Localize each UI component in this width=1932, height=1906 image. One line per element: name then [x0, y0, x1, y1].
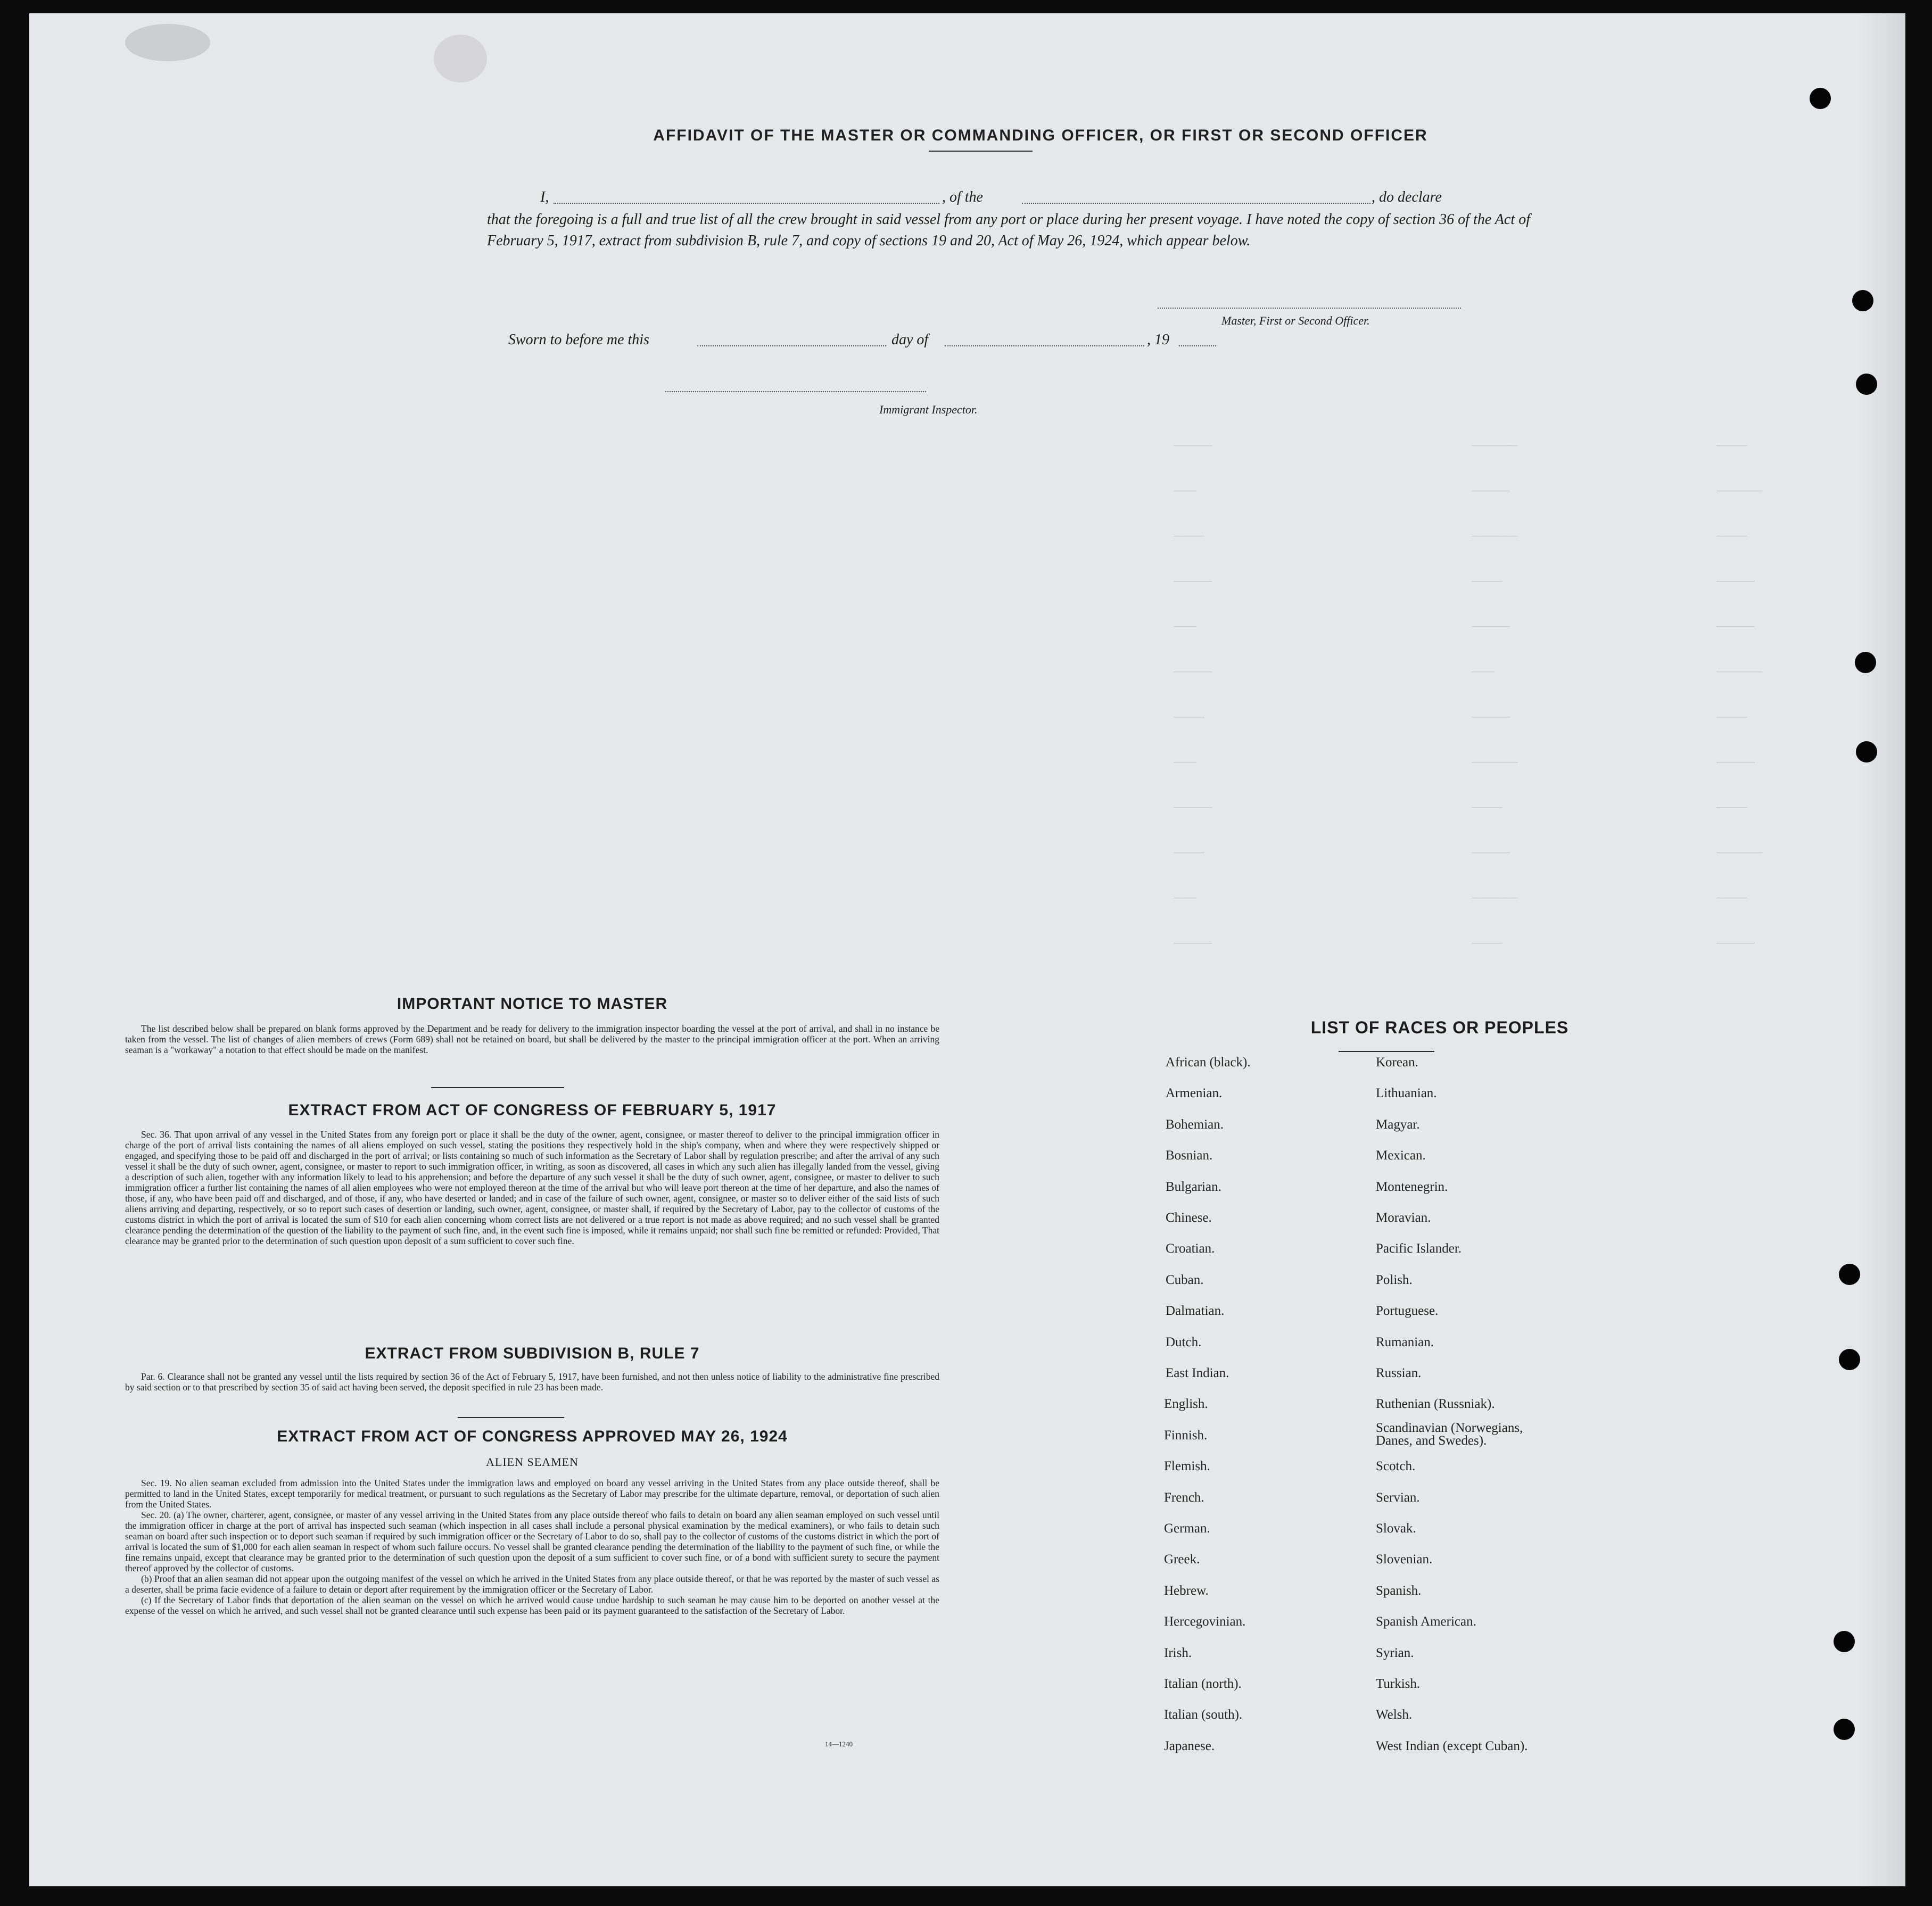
race-item: Scotch. [1376, 1459, 1416, 1474]
race-item: Italian (north). [1164, 1677, 1242, 1691]
race-item: East Indian. [1166, 1366, 1229, 1380]
punch-hole [1834, 1719, 1855, 1740]
punch-hole [1852, 290, 1873, 311]
inspector-label: Immigrant Inspector. [879, 403, 978, 416]
race-item: Croatian. [1166, 1241, 1215, 1256]
race-item: Bohemian. [1166, 1117, 1224, 1132]
race-item: Russian. [1376, 1366, 1422, 1380]
race-item: Syrian. [1376, 1645, 1414, 1660]
race-item: Chinese. [1166, 1211, 1212, 1225]
extract-rule7-body [125, 1371, 939, 1393]
affidavit-i-label: I, [540, 189, 549, 205]
notice-title: IMPORTANT NOTICE TO MASTER [397, 995, 668, 1013]
race-item: Japanese. [1164, 1738, 1215, 1753]
section-divider [458, 1417, 564, 1418]
notice-paragraph: The list described below shall be prepared on blank forms approved by the Department and be ready for delivery to the immigration inspector boarding the vessel at the port of arrival, and shall in no instance be taken from the vessel. The list of changes of alien members of crews (Form 689) shall not be retained on board, but shall be delivered by the master to the principal immigration officer at the port. When an arriving seaman is a "workaway" a notation to that effect should be made on the manifest. [125, 1023, 939, 1055]
sec19-paragraph: Sec. 19. No alien seaman excluded from admission into the United States under the immigration laws and employed on board any vessel arriving in the United States from any place outside thereof, shall be permitted to land in the United States, except temporarily for medical treatment, or pursuant to such regulations as the Secretary of Labor may prescribe for the ultimate departure, removal, or deportation of such alien from the United States. [125, 1478, 939, 1510]
extract-1924-body [125, 1478, 939, 1616]
punch-hole [1839, 1349, 1860, 1370]
sworn-year-blank[interactable] [1179, 345, 1216, 346]
race-item: Spanish American. [1376, 1614, 1476, 1629]
race-item: Hercegovinian. [1164, 1614, 1246, 1629]
races-title: LIST OF RACES OR PEOPLES [1310, 1018, 1569, 1037]
race-item: Korean. [1376, 1055, 1418, 1070]
race-item: Greek. [1164, 1552, 1200, 1567]
race-item: Bulgarian. [1166, 1179, 1221, 1194]
race-item: Lithuanian. [1376, 1086, 1437, 1101]
race-item: Irish. [1164, 1645, 1192, 1660]
race-item: Moravian. [1376, 1211, 1431, 1225]
race-item: Cuban. [1166, 1272, 1204, 1287]
race-item: Rumanian. [1376, 1335, 1434, 1349]
race-item: Servian. [1376, 1490, 1420, 1505]
race-item: Magyar. [1376, 1117, 1420, 1132]
race-item: Portuguese. [1376, 1304, 1439, 1319]
race-item: Montenegrin. [1376, 1179, 1448, 1194]
sec20a-paragraph: Sec. 20. (a) The owner, charterer, agent, consignee, or master of any vessel arriving in the United States from any place outside thereof who fails to detain on board any alien seaman employed on such vessel until the immigration officer in charge at the port of arrival has inspected such seaman (which inspection in all cases shall include a personal physical examination by the medical examiners), or who fails to detain such seaman on board after such inspection or to deport such seaman if required by such immigration officer or the Secretary of Labor to do so, shall pay to the collector of customs of the customs district in which the port of arrival is located the sum of $1,000 for each alien seaman in respect of whom such failure occurs. No vessel shall be granted clearance pending the determination of the liability to the payment of such fine, or while the fine remains unpaid, except that clearance may be granted prior to the determination of such question upon the deposit of a sum sufficient to cover such fine, or of a bond with sufficient surety to secure the payment thereof approved by the collector of customs. [125, 1510, 939, 1573]
extract-1917-title: EXTRACT FROM ACT OF CONGRESS OF FEBRUARY 5, 1917 [288, 1101, 777, 1119]
extract-1917-body [125, 1129, 939, 1246]
title-underline [929, 151, 1033, 152]
inspector-signature-line[interactable] [665, 391, 926, 392]
race-item: Italian (south). [1164, 1708, 1243, 1722]
race-item: Spanish. [1376, 1583, 1422, 1598]
punch-hole [1839, 1264, 1860, 1285]
sec20b-paragraph: (b) Proof that an alien seaman did not appear upon the outgoing manifest of the vessel on which he arrived in the United States from any place outside thereof, or that he was reported by the master of such vessel as a deserter, shall be prima facie evidence of a failure to detain or deport after requirement by the immigration officer or the Secretary of Labor. [125, 1573, 939, 1595]
race-item: Finnish. [1164, 1428, 1208, 1443]
race-item: German. [1164, 1521, 1210, 1536]
sec36-paragraph: Sec. 36. That upon arrival of any vessel in the United States from any foreign port or place it shall be the duty of the owner, agent, consignee, or master thereof to deliver to the principal immigration officer in charge of the port of arrival lists containing the names of all aliens employed on such vessel, stating the positions they respectively hold in the ship's company, when and where they were respectively shipped or engaged, and specifying those to be paid off and discharged in the port of arrival; or lists containing so much of such information as the Secretary of Labor shall by regulation prescribe; and after the arrival of any such vessel it shall be the duty of such owner, agent, consignee, or master to report to such immigration officer, in writing, as soon as discovered, all cases in which any such alien has illegally landed from the vessel, giving a description of such alien, together with any information likely to lead to his apprehension; and before the departure of any such vessel it shall be the duty of such owner, agent, consignee, or master to deliver to such immigration officer a further list containing the names of all alien employees who were not employed thereon at the time of the arrival but who will leave port thereon at the time of her departure, and also the names of those, if any, who have been paid off and discharged, and of those, if any, who have deserted or landed; and in case of the failure of such owner, agent, consignee, or master so to deliver either of the said lists of such aliens arriving and departing, respectively, or so to report such cases of desertion or landing, such owner, agent, consignee, or master shall, if required by the Secretary of Labor, pay to the collector of customs of the customs district in which the port of arrival is located the sum of $10 for each alien concerning whom correct lists are not delivered or a true report is not made as above required; and no such vessel shall be granted clearance pending the determination of the question of the liability to the payment of such fine, and, in the event such fine is imposed, while it remains unpaid; nor shall such fine be remitted or refunded: Provided, That clearance may be granted prior to the determination of such question upon deposit of a sum sufficient to cover such fine. [125, 1129, 939, 1246]
sworn-label: Sworn to before me this [508, 332, 649, 348]
vessel-blank[interactable] [1022, 203, 1370, 204]
race-item: Turkish. [1376, 1677, 1421, 1691]
paper-stain [125, 24, 210, 61]
extract-rule7-title: EXTRACT FROM SUBDIVISION B, RULE 7 [365, 1345, 700, 1362]
alien-seamen-subtitle: ALIEN SEAMEN [486, 1455, 579, 1469]
race-item: Mexican. [1376, 1148, 1426, 1163]
punch-hole [1856, 741, 1877, 763]
race-item: Welsh. [1376, 1708, 1413, 1722]
affidavit-of-the-label: , of the [942, 189, 983, 205]
sworn-line [508, 332, 1307, 353]
affidavit-body: that the foregoing is a full and true list of all the crew brought in said vessel from any port or place during her present voyage. I have noted the copy of section 36 of the Act of February 5, 1917, extract from subdivision B, rule 7, and copy of sections 19 and 20, Act of May 26, 1924, which appear below. [487, 211, 1530, 249]
punch-hole [1810, 88, 1831, 109]
race-item: Pacific Islander. [1376, 1241, 1462, 1256]
name-blank[interactable] [554, 203, 939, 204]
year-prefix-label: , 19 [1147, 332, 1169, 348]
sec20c-paragraph: (c) If the Secretary of Labor finds that deportation of the alien seaman on the vessel on which he arrived would cause undue hardship to such seaman he may cause him to be deported on another vessel at the expense of the vessel on which he arrived, and such vessel shall not be granted clearance until such expense has been paid or its payment guaranteed to the satisfaction of the Secretary of Labor. [125, 1595, 939, 1616]
section-divider [431, 1087, 564, 1088]
punch-hole [1834, 1631, 1855, 1652]
race-item: Ruthenian (Russniak). [1376, 1397, 1495, 1412]
affidavit-do-declare-label: , do declare [1372, 189, 1442, 205]
race-item: Slovak. [1376, 1521, 1416, 1536]
punch-hole [1855, 652, 1876, 673]
par6-paragraph: Par. 6. Clearance shall not be granted any vessel until the lists required by section 36 of the Act of February 5, 1917, have been furnished, and not then unless notice of liability to the administrative fine prescribed by said section or to that prescribed by section 35 of said act having been served, the deposit specified in rule 23 has been made. [125, 1371, 939, 1393]
signature-line[interactable] [1158, 308, 1461, 309]
race-item: Scandinavian (Norwegians, Danes, and Swedes). [1376, 1420, 1523, 1448]
race-item: French. [1164, 1490, 1204, 1505]
sworn-month-blank[interactable] [945, 345, 1144, 346]
manifest-page: ————— —————— ———— ——— ————— —————— ———— —————— ———— ————— ———— ————— ——— ————— ————— ————— ——— —————— ———— ————— ———— ——— —————— ————— ————— ———— ———— ———— ————— —————— ——— —————— ———— ————— ———— ————— AFFIDAVIT OF THE MASTER OR COMMANDING OFFICER, OR FIRST OR SECOND OFFICER I, , of the , do declare that the foregoing is a full and true list of all the crew brought in said vessel from any port or place during her present voyage. I have noted the copy of section 36 of the Act of February 5, 1917, extract from subdivision B, rule 7, and copy of sections 19 and 20, Act of May 26, 1924, which appear below. Master, First or Second Officer. Sworn to before me this day of , 19 Immigrant Inspector. IMPORTANT NOTICE TO MASTER The list described below shall be prepared on blank forms approved by the Department and be ready for delivery to the immigration inspector boarding the vessel at the port of arrival, and shall in no instance be taken from the vessel. The list of changes of alien members of crews (Form 689) shall not be retained on board, but shall be delivered by the master to the principal immigration officer at the port. When an arriving seaman is a "workaway" a notation to that effect should be made on the manifest. EXTRACT FROM ACT OF CONGRESS OF FEBRUARY 5, 1917 Sec. 36. That upon arrival of any vessel in the United States from any foreign port or place it shall be the duty of the owner, agent, consignee, or master thereof to deliver to the principal immigration officer in charge of the port of arrival lists containing the names of all aliens employed on such vessel, stating the positions they respectively hold in the ship's company, when and where they were respectively shipped or engaged, and specifying those to be paid off and discharged in the port of arrival; or lists containing so much of such information as the Secretary of Labor shall by regulation prescribe; and after the arrival of any such vessel it shall be the duty of such owner, agent, consignee, or master to report to such immigration officer, in writing, as soon as discovered, all cases in which any such alien has illegally landed from the vessel, giving a description of such alien, together with any information likely to lead to his apprehension; and before the departure of any such vessel it shall be the duty of such owner, agent, consignee, or master to deliver to such immigration officer a further list containing the names of all alien employees who were not employed thereon at the time of the arrival but who will leave port thereon at the time of her departure, and also the names of those, if any, who have been paid off and discharged, and of those, if any, who have deserted or landed; and in case of the failure of such owner, agent, consignee, or master so to deliver either of the said lists of such aliens arriving and departing, respectively, or so to report such cases of desertion or landing, such owner, agent, consignee, or master shall, if required by the Secretary of Labor, pay to the collector of customs of the customs district in which the port of arrival is located the sum of $10 for each alien concerning whom correct lists are not delivered or a true report is not made as above required; and no such vessel shall be granted clearance pending the determination of the question of the liability to the payment of such fine, and, in the event such fine is imposed, while it remains unpaid; nor shall such fine be remitted or refunded: Provided, That clearance may be granted prior to the determination of such question upon deposit of a sum sufficient to cover such fine. EXTRACT FROM SUBDIVISION B, RULE 7 Par. 6. Clearance shall not be granted any vessel until the lists required by section 36 of the Act of February 5, 1917, have been furnished, and not then unless notice of liability to the administrative fine prescribed by said section or to that prescribed by section 35 of said act having been served, the deposit specified in rule 23 has been made. EXTRACT FROM ACT OF CONGRESS APPROVED MAY 26, 1924 ALIEN SEAMEN Sec. 19. No alien seaman excluded from admission into the United States under the immigration laws and employed on board any vessel arriving in the United States from any place outside thereof, shall be permitted to land in the United States, except temporarily for medical treatment, or pursuant to such regulations as the Secretary of Labor may prescribe for the ultimate departure, removal, or deportation of such alien from the United States. Sec. 20. (a) The owner, charterer, agent, consignee, or master of any vessel arriving in the United States from any place outside thereof who fails to detain on board any alien seaman employed on such vessel until the immigration officer in charge at the port of arrival has inspected such seaman (which inspection in all cases shall include a personal physical examination by the medical examiners), or who fails to detain such seaman on board after such inspection or to deport such seaman if required by such immigration officer or the Secretary of Labor to do so, shall pay to the collector of customs of the customs district in which the port of arrival is located the sum of $1,000 for each alien seaman in respect of whom such failure occurs. No vessel shall be granted clearance pending the determination of the liability to the payment of such fine, or while the fine remains unpaid, except that clearance may be granted prior to the determination of such question upon the deposit of a sum sufficient to cover such fine, or of a bond with sufficient surety to secure the payment thereof approved by the collector of customs. (b) Proof that an alien seaman did not appear upon the outgoing manifest of the vessel on which he arrived in the United States from any place outside thereof, or that he was reported by the master of such vessel as a deserter, shall be prima facie evidence of a failure to detain or deport after requirement by the immigration officer or the Secretary of Labor. (c) If the Secretary of Labor finds that deportation of the alien seaman on the vessel on which he arrived would cause undue hardship to such seaman he may cause him to be deported on another vessel at the expense of the vessel on which he arrived, and such vessel shall not be granted clearance until such expense has been paid or its payment guaranteed to the satisfaction of the Secretary of Labor. 14—1240 LIST OF RACES OR PEOPLES African (black). Armenian. Bohemian. Bosnian. Bulgarian. Chinese. Croatian. Cuban. Dalmatian. Dutch. East Indian. English. Finnish. Flemish. French. German. Greek. Hebrew. Hercegovinian. Irish. Italian (north). Italian (south). Japanese. Korean. Lithuanian. Magyar. Mexican. Montenegrin. Moravian. Pacific Islander. Polish. Portuguese. Rumanian. Russian. Ruthenian (Russniak). Scandinavian (Norwegians, Danes, and Swedes). Scotch. Servian. Slovak. Slovenian. Spanish. Spanish American. Syrian. Turkish. Welsh. West Indian (except Cuban). [29, 13, 1905, 1886]
form-number: 14—1240 [825, 1740, 853, 1748]
sworn-day-blank[interactable] [697, 345, 886, 346]
race-item: Bosnian. [1166, 1148, 1213, 1163]
race-item: Flemish. [1164, 1459, 1210, 1474]
signature-label: Master, First or Second Officer. [1221, 314, 1370, 327]
race-item: Hebrew. [1164, 1583, 1209, 1598]
race-item: Polish. [1376, 1272, 1413, 1287]
affidavit-declaration-line [487, 189, 1530, 210]
extract-1924-title: EXTRACT FROM ACT OF CONGRESS APPROVED MAY 26, 1924 [277, 1428, 788, 1445]
race-item: West Indian (except Cuban). [1376, 1738, 1528, 1753]
punch-hole [1856, 374, 1877, 395]
paper-stain [434, 35, 487, 82]
race-item: Dalmatian. [1166, 1304, 1225, 1319]
race-item: Armenian. [1166, 1086, 1223, 1101]
race-item: Dutch. [1166, 1335, 1202, 1349]
race-item: Slovenian. [1376, 1552, 1433, 1567]
affidavit-title: AFFIDAVIT OF THE MASTER OR COMMANDING OFFICER, OR FIRST OR SECOND OFFICER [653, 127, 1428, 144]
race-item: African (black). [1166, 1055, 1251, 1070]
race-item: English. [1164, 1397, 1208, 1412]
races-underline [1339, 1051, 1434, 1052]
day-of-label: day of [891, 332, 929, 348]
notice-body [125, 1023, 939, 1055]
